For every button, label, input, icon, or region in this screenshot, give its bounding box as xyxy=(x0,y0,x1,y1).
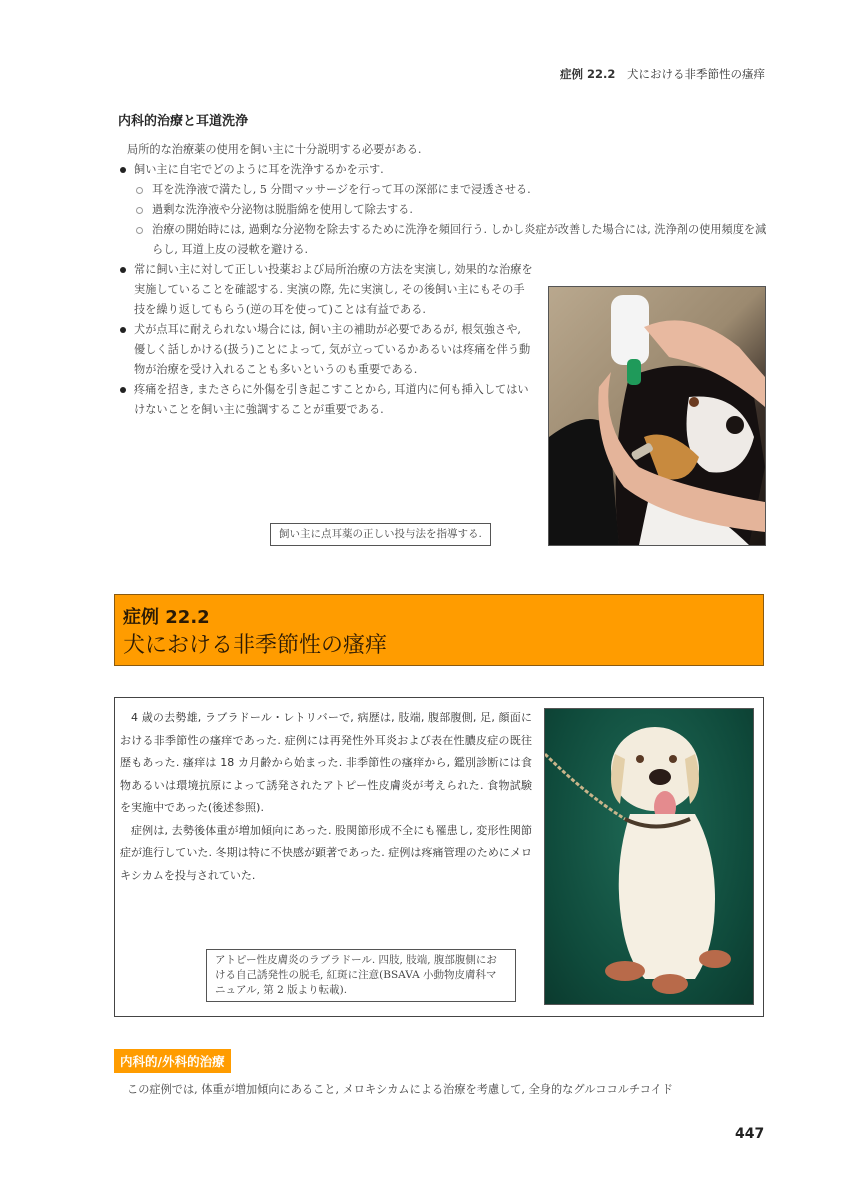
case-paragraph: 4 歳の去勢雄, ラブラドール・レトリバーで, 病歴は, 肢端, 腹部腹側, 足, 顔面における非季節性の瘙痒であった. 症例には再発性外耳炎および表在性膿皮症の既往歴もあった. 瘙痒は 18 カ月齢から始まった. 非季節性の瘙痒から, 鑑別診断には食物あるいは環境抗原によって誘発されたアトピー性皮膚炎が考えられた. 食物試験を実施中であった(後述参照). xyxy=(120,711,532,814)
running-head-case: 症例 22.2 xyxy=(560,67,616,81)
case-paragraph: 症例は, 去勢後体重が増加傾向にあった. 股関節形成不全にも罹患し, 変形性関節症が進行していた. 冬期は特に不快感が顕著であった. 症例は疼痛管理のためにメロキシカムを投与されていた. xyxy=(120,823,532,882)
bullet-item: 疼痛を招き, またさらに外傷を引き起こすことから, 耳道内に何も挿入してはいけないことを飼い主に強調することが重要である. xyxy=(118,380,534,420)
bullet-item xyxy=(118,160,768,260)
sub-item: 過剰な洗浄液や分泌物は脱脂綿を使用して除去する. xyxy=(134,200,768,220)
page-number: 447 xyxy=(735,1126,765,1142)
running-head xyxy=(560,66,765,82)
bullet-text: 飼い主に自宅でどのように耳を洗浄するかを示す. xyxy=(134,163,384,176)
bullet-item: 常に飼い主に対して正しい投薬および局所治療の方法を実演し, 効果的な治療を実施していることを確認する. 実演の際, 先に実演し, その後飼い主にもその手技を繰り返してもらう(逆の耳を使って)ことは有益である. xyxy=(118,260,534,320)
labrador-illustration xyxy=(545,709,753,1004)
sub-list xyxy=(134,180,768,260)
case-number: 症例 22.2 xyxy=(123,607,210,628)
treatment-text: この症例では, 体重が増加傾向にあること, メロキシカムによる治療を考慮して, 全身的なグルココルチコイド xyxy=(127,1083,673,1096)
sub-item: 耳を洗浄液で満たし, 5 分間マッサージを行って耳の深部にまで浸透させる. xyxy=(134,180,768,200)
section-heading: 内科的治療と耳道洗浄 xyxy=(118,114,249,129)
case-description xyxy=(120,707,532,887)
sub-item: 治療の開始時には, 過剰な分泌物を除去するために洗浄を頻回行う. しかし炎症が改善した場合には, 洗浄剤の使用頻度を減らし, 耳道上皮の浸軟を避ける. xyxy=(134,220,768,260)
photo-ear-drops xyxy=(548,286,766,546)
figure-caption-labrador: アトピー性皮膚炎のラブラドール. 四肢, 肢端, 腹部腹側における自己誘発性の脱毛, 紅斑に注意(BSAVA 小動物皮膚科マニュアル, 第 2 版より転載). xyxy=(206,949,516,1002)
treatment-heading-tag: 内科的/外科的治療 xyxy=(114,1049,231,1073)
running-head-title: 犬における非季節性の瘙痒 xyxy=(627,67,766,81)
case-title: 犬における非季節性の瘙痒 xyxy=(123,633,388,658)
section-intro: 局所的な治療薬の使用を飼い主に十分説明する必要がある. xyxy=(127,143,422,156)
photo-labrador xyxy=(544,708,754,1005)
dog-ear-drops-illustration xyxy=(549,287,765,545)
figure-caption-ear-drops: 飼い主に点耳薬の正しい投与法を指導する. xyxy=(270,523,491,546)
case-banner xyxy=(114,594,764,666)
bullet-item: 犬が点耳に耐えられない場合には, 飼い主の補助が必要であるが, 根気強さや, 優しく話しかける(扱う)ことによって, 気が立っているかあるいは疼痛を伴う動物が治療を受け入れることも多いというのも重要である. xyxy=(118,320,534,380)
